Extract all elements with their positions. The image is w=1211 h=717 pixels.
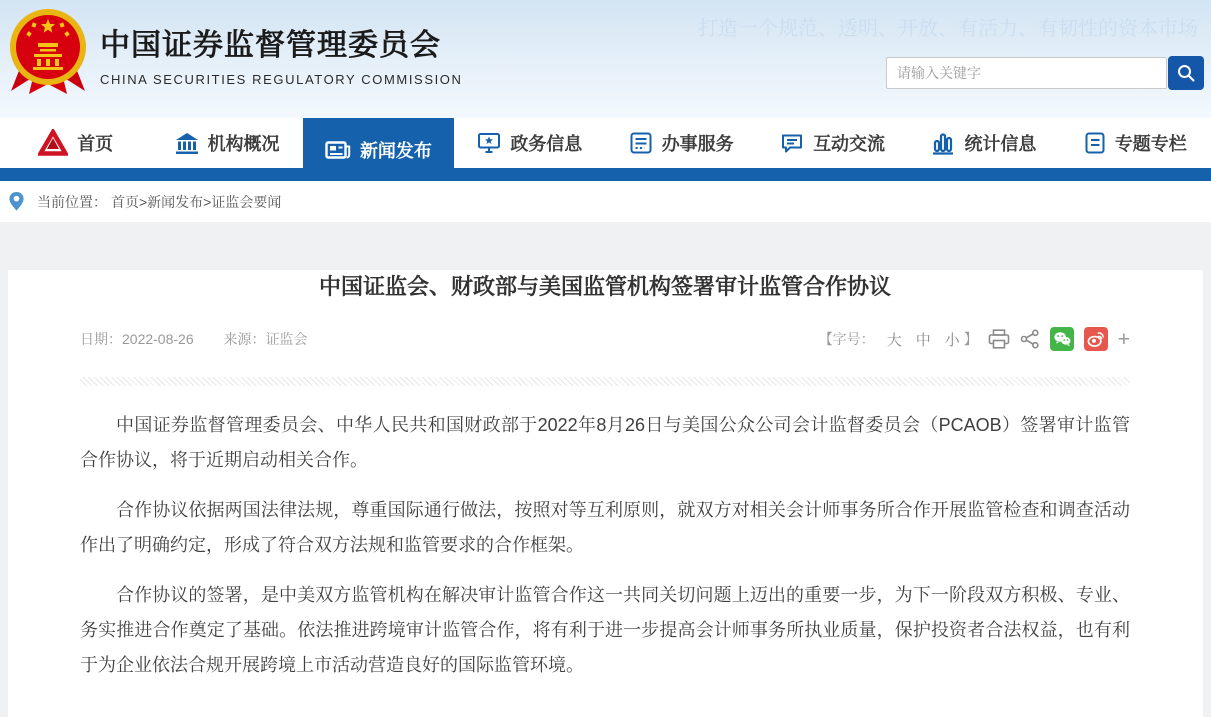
csrc-logo-icon <box>38 129 68 157</box>
article-date: 日期：2022-08-26 <box>80 331 194 347</box>
site-header <box>0 0 1211 118</box>
nav-tab-interaction[interactable] <box>757 118 908 168</box>
article-meta-row <box>80 327 1130 351</box>
header-slogan-watermark: 打造一个规范、透明、开放、有活力、有韧性的资本市场 <box>698 18 1198 40</box>
newspaper-icon <box>325 139 351 161</box>
bar-chart-icon <box>931 131 955 155</box>
wechat-icon <box>1051 328 1073 350</box>
weibo-icon <box>1085 328 1107 350</box>
bank-icon <box>175 132 199 155</box>
national-emblem-logo <box>8 7 88 100</box>
nav-tab-gov-info[interactable] <box>454 118 605 168</box>
hatched-divider <box>80 377 1130 386</box>
nav-tab-news[interactable] <box>303 118 454 181</box>
article-meta-left <box>80 329 334 349</box>
printer-icon <box>988 329 1010 349</box>
nav-tab-label: 新闻发布 <box>359 140 432 161</box>
nav-tab-label: 专题专栏 <box>1114 134 1187 154</box>
nav-tab-statistics[interactable] <box>908 118 1059 168</box>
document-icon <box>1084 131 1106 155</box>
nav-tab-label: 政务信息 <box>510 134 583 154</box>
more-share-button[interactable]: + <box>1117 327 1130 351</box>
nav-tab-home[interactable] <box>0 118 151 168</box>
font-size-small-button[interactable]: 小 <box>944 331 960 349</box>
monitor-star-icon <box>477 131 501 155</box>
share-nodes-icon <box>1020 329 1040 349</box>
font-size-prefix: 【字号： <box>818 331 875 347</box>
nav-tab-special-topics[interactable] <box>1060 118 1211 168</box>
search-icon <box>1176 63 1196 83</box>
chat-bubble-icon <box>780 131 804 155</box>
main-nav <box>0 118 1211 181</box>
list-icon <box>629 131 653 155</box>
nav-tab-about[interactable] <box>151 118 302 168</box>
nav-tab-label: 互动交流 <box>813 134 886 154</box>
share-wechat-button[interactable] <box>1050 327 1074 351</box>
article-card <box>8 270 1203 717</box>
share-weibo-button[interactable] <box>1084 327 1108 351</box>
article-source: 来源：证监会 <box>223 331 308 347</box>
search-input[interactable] <box>886 57 1167 89</box>
article-paragraph: 中国证券监督管理委员会、中华人民共和国财政部于2022年8月26日与美国公众公司会计监督委员会（PCAOB）签署审计监管合作协议，将于近期启动相关合作。 <box>80 415 1130 470</box>
location-pin-icon <box>8 191 25 212</box>
site-search <box>886 56 1204 90</box>
breadcrumb-prefix: 当前位置： <box>37 193 107 210</box>
share-button[interactable] <box>1020 329 1040 349</box>
article-paragraph: 合作协议依据两国法律法规，尊重国际通行做法，按照对等互利原则，就双方对相关会计师事务所合作开展监管检查和调查活动作出了明确约定，形成了符合双方法规和监管要求的合作框架。 <box>80 500 1130 555</box>
nav-tab-label: 机构概况 <box>207 134 280 154</box>
nav-tab-label: 办事服务 <box>661 134 734 154</box>
nav-tab-services[interactable] <box>606 118 757 168</box>
nav-tab-label: 首页 <box>77 134 114 154</box>
font-size-suffix: 】 <box>963 331 978 347</box>
article-meta-right <box>819 327 1130 351</box>
print-button[interactable] <box>988 329 1010 349</box>
site-title-chinese: 中国证券监督管理委员会 <box>100 29 441 62</box>
article-body <box>80 408 1130 683</box>
font-size-large-button[interactable]: 大 <box>886 331 902 349</box>
breadcrumb <box>0 181 1211 222</box>
site-title-english: CHINA SECURITIES REGULATORY COMMISSION <box>100 72 463 87</box>
search-button[interactable] <box>1168 56 1204 90</box>
article-paragraph: 合作协议的签署，是中美双方监管机构在解决审计监管合作这一共同关切问题上迈出的重要一步，为下一阶段双方积极、专业、务实推进合作奠定了基础。依法推进跨境审计监管合作，将有利于进一步提高会计师事务所执业质量，保护投资者合法权益，也有利于为企业依法合规开展跨境上市活动营造良好的国际监管环境。 <box>80 585 1130 675</box>
article-title: 中国证监会、财政部与美国监管机构签署审计监管合作协议 <box>318 274 891 299</box>
nav-tab-label: 统计信息 <box>964 134 1037 154</box>
breadcrumb-path[interactable]: 首页>新闻发布>证监会要闻 <box>111 193 282 210</box>
font-size-medium-button[interactable]: 中 <box>915 331 931 349</box>
